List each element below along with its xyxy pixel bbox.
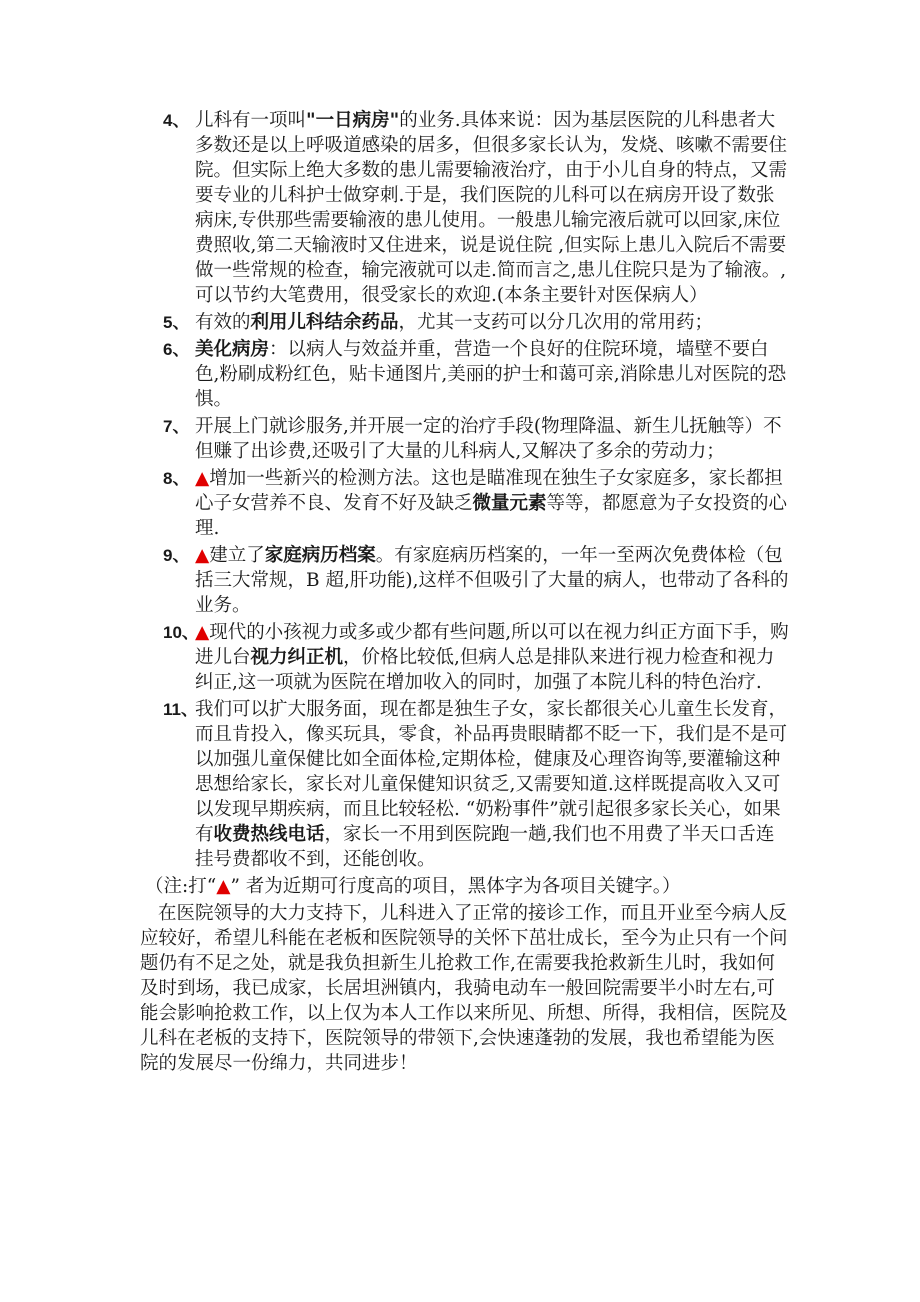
numbered-list	[140, 108, 790, 872]
item-text: 等等，都愿意为子女投资的心理.	[195, 493, 788, 539]
list-item	[140, 310, 790, 335]
keyword-text: 美化病房	[195, 339, 270, 360]
item-text: 开展上门就诊服务,并开展一定的治疗手段(物理降温、新生儿抚触等）不但赚了出诊费,还吸引了大量的儿科病人,又解决了多余的劳动力；	[195, 416, 782, 462]
triangle-marker-icon: ▲	[195, 545, 210, 566]
list-item	[140, 543, 790, 618]
list-item	[140, 466, 790, 541]
list-item-number: 4、	[163, 111, 190, 130]
item-text: 建立了	[209, 545, 265, 566]
list-item	[140, 414, 790, 464]
list-item	[140, 337, 790, 412]
document-body	[140, 108, 790, 1076]
footnote-text-before: （注:打“	[145, 876, 217, 897]
list-item-number: 8、	[163, 469, 190, 488]
footnote	[140, 874, 790, 899]
footnote-text-after: ” 者为近期可行度高的项目，黑体字为各项目关键字。）	[230, 876, 681, 897]
item-text: 的业务.具体来说：因为基层医院的儿科患者大多数还是以上呼吸道感染的居多，但很多家长认为，发烧、咳嗽不需要住院。但实际上绝大多数的患儿需要输液治疗，由于小儿自身的特点，又需要专业的儿科护士做穿刺.于是，我们医院的儿科可以在病房开设了数张病床,专供那些需要输液的患儿使用。一般患儿输完液后就可以回家,床位费照收,第二天输液时又住进来，说是说住院 ,但实际上患儿入院后不需要做一些常规的检查，输完液就可以走.简而言之,患儿住院只是为了输液。,可以节约大笔费用，很受家长的欢迎.(本条主要针对医保病人）	[195, 110, 788, 306]
list-item	[140, 697, 790, 872]
item-text: 有效的	[195, 312, 251, 333]
item-text: 儿科有一项叫	[195, 110, 307, 131]
keyword-text: 家庭病历档案	[264, 545, 376, 566]
item-text: 增加一些新兴的检测方法。这也是瞄准现在独生子女家庭多，家长都担心子女营养不良、发育不好及缺乏	[195, 468, 783, 514]
list-item	[140, 620, 790, 695]
keyword-text: 利用儿科结余药品	[250, 312, 399, 333]
triangle-marker-icon: ▲	[195, 622, 210, 643]
item-text: 。有家庭病历档案的，一年一至两次免费体检（包括三大常规，B 超,肝功能),这样不但吸引了大量的病人，也带动了各科的业务。	[195, 545, 789, 616]
item-text: 我们可以扩大服务面，现在都是独生子女，家长都很关心儿童生长发育，而且肯投入，像买玩具，零食，补品再贵眼睛都不眨一下，我们是不是可以加强儿童保健比如全面体检,定期体检，健康及心理咨询等,要灌输这种思想给家长，家长对儿童保健知识贫乏,又需要知道.这样既提高收入又可以发现早期疾病，而且比较轻松. “奶粉事件”就引起很多家长关心，如果有	[195, 699, 788, 845]
triangle-marker-icon: ▲	[195, 468, 210, 489]
list-item-number: 11、	[163, 700, 198, 719]
list-item-number: 6、	[163, 340, 190, 359]
closing-paragraph: 在医院领导的大力支持下，儿科进入了正常的接诊工作，而且开业至今病人反应较好，希望儿科能在老板和医院领导的关怀下茁壮成长，至今为止只有一个问题仍有不足之处，就是我负担新生儿抢救工作,在需要我抢救新生儿时，我如何及时到场，我已成家，长居坦洲镇内，我骑电动车一般回院需要半小时左右,可能会影响抢救工作，以上仅为本人工作以来所见、所想、所得，我相信，医院及儿科在老板的支持下，医院领导的带领下,会快速蓬勃的发展，我也希望能为医院的发展尽一份绵力，共同进步！	[140, 903, 788, 1074]
list-item	[140, 108, 790, 308]
keyword-text: 微量元素	[472, 493, 547, 514]
item-text: ，价格比较低,但病人总是排队来进行视力检查和视力纠正,这一项就为医院在增加收入的同时，加强了本院儿科的特色治疗.	[195, 647, 775, 693]
item-text: ：以病人与效益并重，营造一个良好的住院环境，墙壁不要白色,粉刷成粉红色，贴卡通图片,美丽的护士和蔼可亲,消除患儿对医院的恐惧。	[195, 339, 787, 410]
list-item-number: 7、	[163, 417, 190, 436]
list-item-number: 10、	[163, 623, 199, 642]
item-text: ，尤其一支药可以分几次用的常用药；	[398, 312, 714, 333]
triangle-marker-icon: ▲	[216, 876, 231, 897]
keyword-text: 收费热线电话	[213, 824, 325, 845]
item-text: ，家长一不用到医院跑一趟,我们也不用费了半天口舌连挂号费都收不到，还能创收。	[195, 824, 775, 870]
list-item-number: 9、	[163, 546, 190, 565]
item-text: 现代的小孩视力或多或少都有些问题,所以可以在视力纠正方面下手，购进儿台	[195, 622, 789, 668]
keyword-text: "一日病房"	[306, 110, 400, 131]
list-item-number: 5、	[163, 313, 190, 332]
keyword-text: 视力纠正机	[250, 647, 344, 668]
